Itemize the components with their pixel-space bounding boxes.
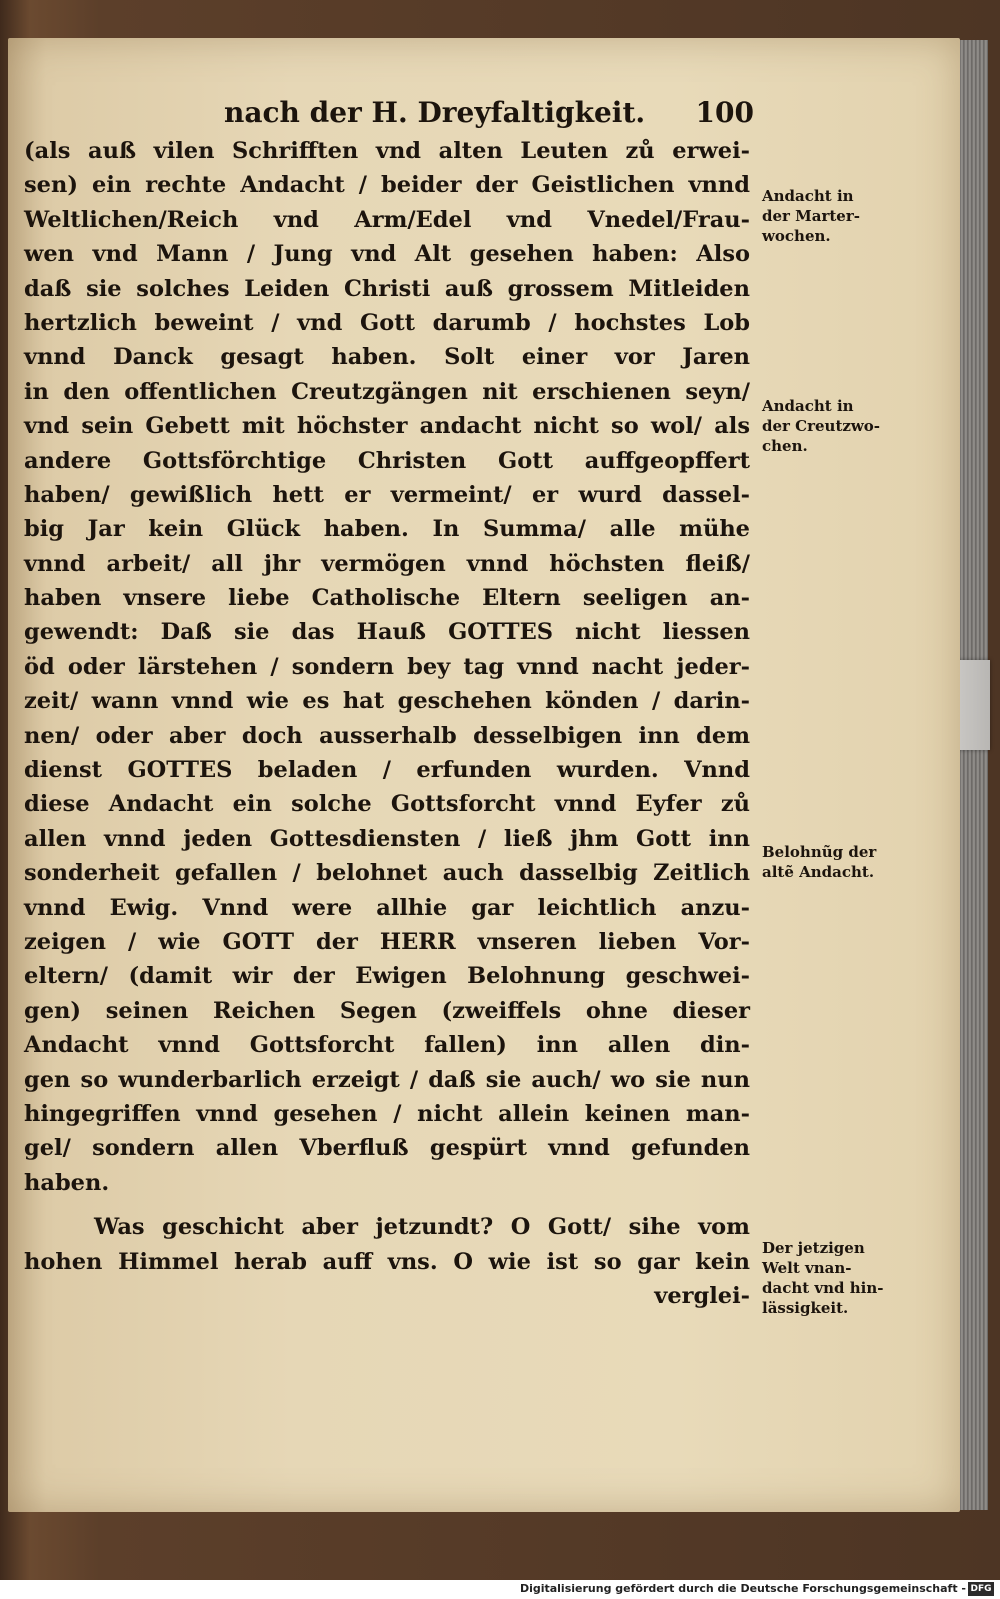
text-line: sen) ein rechte Andacht / beider der Geistlichen vnnd bbox=[24, 172, 750, 199]
text-line: in den offentlichen Creutzgängen nit erschienen seyn/ bbox=[24, 378, 750, 405]
text-line: öd oder lärstehen / sondern bey tag vnnd nacht jeder- bbox=[24, 653, 750, 680]
text-line: hingegriffen vnnd gesehen / nicht allein keinen man- bbox=[24, 1100, 750, 1127]
text-line: Weltlichen/Reich vnd Arm/Edel vnd Vnedel/Frau- bbox=[24, 206, 750, 233]
running-title: nach der H. Dreyfaltigkeit. bbox=[224, 96, 646, 129]
margin-note: Der jetzigen Welt vnan- dacht vnd hin- lässigkeit. bbox=[762, 1239, 884, 1317]
funding-credit: Digitalisierung gefördert durch die Deutsche Forschungsgemeinschaft - bbox=[519, 1582, 966, 1595]
margin-note: Andacht in der Marter- wochen. bbox=[762, 187, 860, 245]
paragraph-gap bbox=[24, 1200, 750, 1210]
text-line: haben vnsere liebe Catholische Eltern seeligen an- bbox=[24, 585, 750, 612]
text-line: gewendt: Daß sie das Hauß GOTTES nicht liessen bbox=[24, 619, 750, 646]
text-line: hohen Himmel herab auff vns. O wie ist so gar kein bbox=[24, 1248, 750, 1275]
text-line: gel/ sondern allen Vberfluß gespürt vnnd gefunden bbox=[24, 1135, 750, 1162]
text-line: dienst GOTTES beladen / erfunden wurden. Vnnd bbox=[24, 757, 750, 784]
text-line: big Jar kein Glück haben. In Summa/ alle mühe bbox=[24, 516, 750, 543]
text-line: diese Andacht ein solche Gottsforcht vnnd Eyfer zů bbox=[24, 791, 750, 818]
text-line: daß sie solches Leiden Christi auß grossem Mitleiden bbox=[24, 275, 750, 302]
text-line: vnnd Danck gesagt haben. Solt einer vor Jaren bbox=[24, 344, 750, 371]
text-line: vnnd Ewig. Vnnd were allhie gar leichtlich anzu- bbox=[24, 894, 750, 921]
body-text bbox=[24, 134, 750, 1313]
text-line: hertzlich beweint / vnd Gott darumb / hochstes Lob bbox=[24, 309, 750, 336]
text-line: wen vnd Mann / Jung vnd Alt gesehen haben: Also bbox=[24, 241, 750, 268]
dfg-logo-icon: DFG bbox=[968, 1582, 994, 1596]
text-line: Was geschicht aber jetzundt? O Gott/ sihe vom bbox=[94, 1214, 750, 1241]
text-line: sonderheit gefallen / belohnet auch dasselbig Zeitlich bbox=[24, 860, 750, 887]
text-line: haben. bbox=[24, 1169, 110, 1196]
text-line: haben/ gewißlich hett er vermeint/ er wurd dassel- bbox=[24, 481, 750, 508]
text-line: Andacht vnnd Gottsforcht fallen) inn allen din- bbox=[24, 1032, 750, 1059]
text-line: eltern/ (damit wir der Ewigen Belohnung geschwei- bbox=[24, 963, 750, 990]
text-line: vnd sein Gebett mit höchster andacht nicht so wol/ als bbox=[24, 413, 750, 440]
text-line: allen vnnd jeden Gottesdiensten / ließ jhm Gott inn bbox=[24, 825, 750, 852]
margin-note: Belohnũg der altẽ Andacht. bbox=[762, 843, 877, 881]
margin-note: Andacht in der Creutzwo- chen. bbox=[762, 397, 881, 455]
catchword: verglei- bbox=[654, 1282, 750, 1309]
text-line: zeigen / wie GOTT der HERR vnseren lieben Vor- bbox=[24, 928, 750, 955]
text-line: nen/ oder aber doch ausserhalb desselbigen inn dem bbox=[24, 722, 750, 749]
digitization-footer bbox=[0, 1580, 1000, 1599]
text-line: zeit/ wann vnnd wie es hat geschehen könden / darin- bbox=[24, 688, 750, 715]
text-line: (als auß vilen Schrifften vnd alten Leuten zů erwei- bbox=[24, 138, 750, 164]
book-page-edges bbox=[960, 40, 988, 1510]
page-number: 100 bbox=[695, 96, 754, 129]
text-line: vnnd arbeit/ all jhr vermögen vnnd höchsten fleiß/ bbox=[24, 550, 750, 577]
text-line: gen so wunderbarlich erzeigt / daß sie auch/ wo sie nun bbox=[24, 1066, 750, 1093]
text-line: gen) seinen Reichen Segen (zweiffels ohne dieser bbox=[24, 997, 750, 1024]
running-header bbox=[224, 96, 754, 136]
text-line: andere Gottsförchtige Christen Gott auffgeopffert bbox=[24, 447, 750, 474]
